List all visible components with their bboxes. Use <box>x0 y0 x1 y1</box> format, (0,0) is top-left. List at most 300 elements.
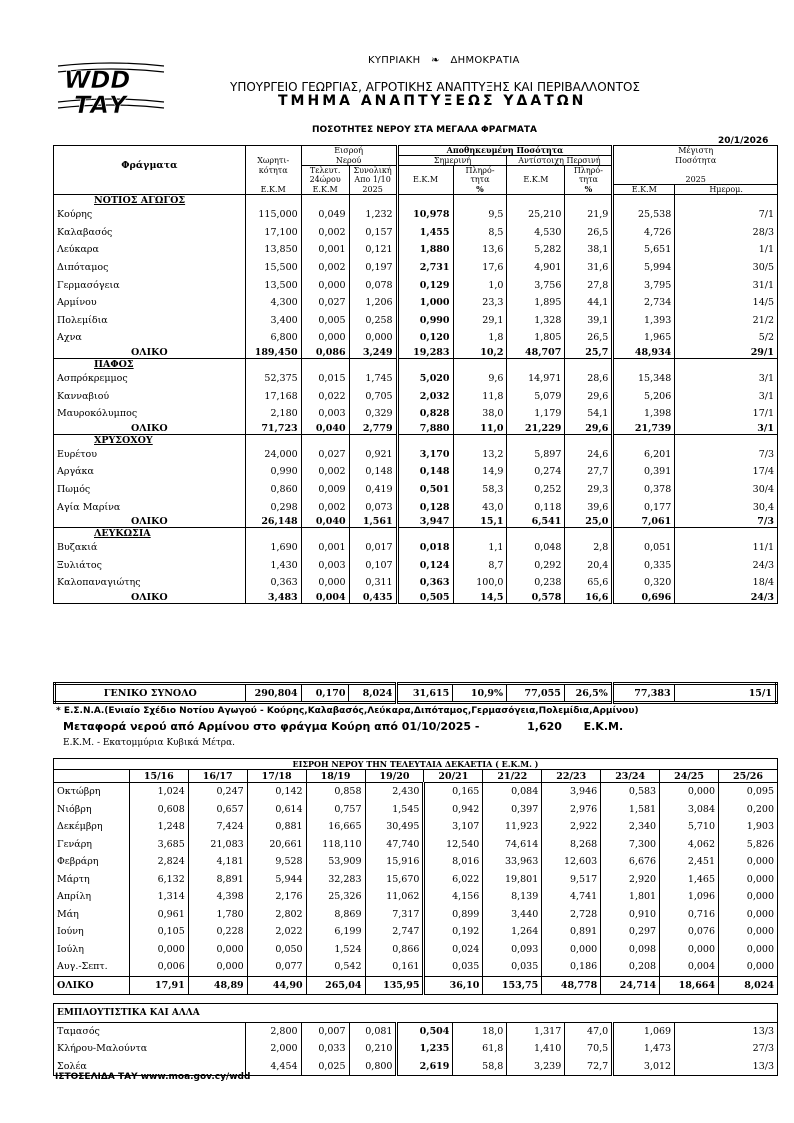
month-row <box>54 906 778 924</box>
unit-max: Ε.Κ.Μ <box>613 185 675 195</box>
value-cell: 18/4 <box>675 574 778 592</box>
value-cell: 0,311 <box>349 574 397 592</box>
value-cell: 0,120 <box>397 329 453 347</box>
inflow-value: 2,824 <box>129 853 188 871</box>
dam-name: Κούρης <box>57 209 93 221</box>
emp-row <box>54 1022 778 1040</box>
value-cell: 2,8 <box>565 539 613 557</box>
grand-value: 10,9% <box>453 684 507 703</box>
total-row <box>54 347 778 359</box>
emp-row <box>54 1040 778 1058</box>
inflow-value: 3,107 <box>424 818 483 836</box>
inflow-value: 1,524 <box>306 941 365 959</box>
inflow-value: 0,035 <box>483 958 542 976</box>
total-value: 48,89 <box>188 976 247 995</box>
dam-name: Αγία Μαρίνα <box>57 501 121 513</box>
value-cell: 0,329 <box>349 405 397 423</box>
table-row <box>54 312 778 330</box>
inflow-value: 2,022 <box>247 923 306 941</box>
col-max: Μέγιστη <box>613 146 778 156</box>
website: ΙΣΤΟΣΕΛΙΔΑ ΤΑΥ www.moa.gov.cy/wdd <box>55 1072 251 1082</box>
dam-name: ΟΛΙΚΟ <box>54 516 246 528</box>
year-header: 24/25 <box>660 770 719 783</box>
total-value: 153,75 <box>483 976 542 995</box>
value-cell: 0,157 <box>349 224 397 242</box>
value-cell: 14,5 <box>453 592 507 604</box>
value-cell: 25,0 <box>565 516 613 528</box>
inflow-value: 8,869 <box>306 906 365 924</box>
col-total: Συνολική <box>349 166 397 176</box>
value-cell: 0,363 <box>397 574 453 592</box>
month-name: Απρίλη <box>57 891 92 903</box>
year-header: 19/20 <box>365 770 424 783</box>
value-cell: 115,000 <box>245 206 301 224</box>
inflow-value: 0,186 <box>542 958 601 976</box>
dam-name: Λεύκαρα <box>57 244 99 256</box>
republic-line <box>368 55 520 66</box>
section-name: ΛΕΥΚΩΣΙΑ <box>94 527 151 539</box>
month-name: Μάρτη <box>57 873 90 885</box>
inflow-value: 0,076 <box>660 923 719 941</box>
inflow-value: 2,340 <box>601 818 660 836</box>
emp-name: Ταμασός <box>57 1025 100 1037</box>
value-cell: 0,015 <box>301 370 349 388</box>
inflow-value: 32,283 <box>306 871 365 889</box>
inflow-value: 0,024 <box>424 941 483 959</box>
inflow-value: 1,903 <box>719 818 778 836</box>
value-cell: 5,206 <box>613 387 675 405</box>
month-row <box>54 783 778 801</box>
total-row <box>54 592 778 604</box>
year-corner <box>54 770 130 783</box>
value-cell: 44,1 <box>565 294 613 312</box>
grand-value: 0,170 <box>301 684 349 703</box>
value-cell: 3,756 <box>507 276 565 294</box>
inflow-value: 0,098 <box>601 941 660 959</box>
empty-cell <box>349 527 397 539</box>
dam-name: Αχνα <box>57 332 82 344</box>
value-cell: 21/2 <box>675 312 778 330</box>
unit-pct: % <box>453 185 507 195</box>
section-cell <box>54 434 246 446</box>
inflow-value: 4,062 <box>660 836 719 854</box>
inflow-value: 0,000 <box>719 941 778 959</box>
col-last24: Τελευτ. <box>301 166 349 176</box>
empty-cell <box>349 358 397 370</box>
inflow-value: 0,142 <box>247 783 306 801</box>
value-cell: 13,500 <box>245 276 301 294</box>
emp-value: 0,210 <box>349 1040 397 1058</box>
inflow-value: 0,608 <box>129 801 188 819</box>
value-cell: 4,300 <box>245 294 301 312</box>
value-cell: 1,895 <box>507 294 565 312</box>
table-row <box>54 574 778 592</box>
inflow-value: 12,540 <box>424 836 483 854</box>
inflow-value: 6,199 <box>306 923 365 941</box>
value-cell: 0,419 <box>349 481 397 499</box>
col-pct-ly-2: τητα <box>565 175 613 185</box>
col-pct-ly: Πληρό- <box>565 166 613 176</box>
value-cell: 43,0 <box>453 498 507 516</box>
inflow-value: 15,916 <box>365 853 424 871</box>
value-cell: 0,073 <box>349 498 397 516</box>
emp-title: ΕΜΠΛΟΥΤΙΣΤΙΚΑ ΚΑΙ ΑΛΛΑ <box>57 1007 200 1018</box>
inflow-value: 0,000 <box>660 941 719 959</box>
value-cell: 0,258 <box>349 312 397 330</box>
value-cell: 8,5 <box>453 224 507 242</box>
inflow-value: 0,757 <box>306 801 365 819</box>
value-cell: 28,6 <box>565 370 613 388</box>
inflow-value: 4,398 <box>188 888 247 906</box>
inflow-value: 0,716 <box>660 906 719 924</box>
value-cell: 39,1 <box>565 312 613 330</box>
value-cell: 0,086 <box>301 347 349 359</box>
year-header: 18/19 <box>306 770 365 783</box>
inflow-value: 1,581 <box>601 801 660 819</box>
value-cell: 0,000 <box>301 329 349 347</box>
value-cell: 30,4 <box>675 498 778 516</box>
inflow-value: 0,228 <box>188 923 247 941</box>
value-cell: 10,2 <box>453 347 507 359</box>
col-today: Σημερινή <box>397 156 507 166</box>
inflow-value: 33,963 <box>483 853 542 871</box>
col-lastyear: Αντίστοιχη Περσινή <box>507 156 613 166</box>
emp-value: 2,800 <box>245 1022 301 1040</box>
dam-name: Πολεμίδια <box>57 314 108 326</box>
value-cell: 26,5 <box>565 329 613 347</box>
section-cell <box>54 527 246 539</box>
value-cell: 3,795 <box>613 276 675 294</box>
value-cell: 17/1 <box>675 405 778 423</box>
value-cell: 0,000 <box>301 574 349 592</box>
total-value: 135,95 <box>365 976 424 995</box>
section-name: ΝΟΤΙΟΣ ΑΓΩΓΟΣ <box>94 195 186 206</box>
inflow-value: 5,710 <box>660 818 719 836</box>
table-row <box>54 276 778 294</box>
dam-name: Διπόταμος <box>57 262 109 274</box>
emp-name: Σολέα <box>57 1060 87 1072</box>
republic-left: ΚΥΠΡΙΑΚΗ <box>368 55 421 66</box>
value-cell: 6,541 <box>507 516 565 528</box>
dam-name: ΟΛΙΚΟ <box>54 423 246 435</box>
inflow-value: 4,181 <box>188 853 247 871</box>
value-cell: 39,6 <box>565 498 613 516</box>
ten-caption: ΕΙΣΡΟΗ ΝΕΡΟΥ ΤΗΝ ΤΕΛΕΥΤΑΙΑ ΔΕΚΑΕΤΙΑ ( Ε.Κ.Μ. ) <box>292 759 539 769</box>
inflow-value: 0,000 <box>719 923 778 941</box>
month-name: Γενάρη <box>57 838 92 850</box>
month-name: Οκτώβρη <box>57 786 101 798</box>
month-name: Νιόβρη <box>57 803 92 815</box>
emp-value: 18,0 <box>453 1022 507 1040</box>
inflow-value: 1,780 <box>188 906 247 924</box>
inflow-value: 2,976 <box>542 801 601 819</box>
month-row <box>54 818 778 836</box>
col-pct-2: τητα <box>453 175 507 185</box>
report-date: 20/1/2026 <box>718 136 769 146</box>
inflow-value: 1,545 <box>365 801 424 819</box>
month-row <box>54 888 778 906</box>
inflow-value: 118,110 <box>306 836 365 854</box>
col-inflow: Εισροή <box>301 146 397 156</box>
inflow-value: 2,920 <box>601 871 660 889</box>
inflow-value: 0,105 <box>129 923 188 941</box>
svg-text:ΤΑΥ: ΤΑΥ <box>74 91 127 116</box>
year-header: 20/21 <box>424 770 483 783</box>
value-cell: 0,002 <box>301 259 349 277</box>
value-cell: 5,020 <box>397 370 453 388</box>
inflow-value: 7,317 <box>365 906 424 924</box>
inflow-value: 47,740 <box>365 836 424 854</box>
month-name: Ιούλη <box>57 943 84 955</box>
inflow-value: 0,583 <box>601 783 660 801</box>
dam-name: ΟΛΙΚΟ <box>54 592 246 604</box>
inflow-value: 0,077 <box>247 958 306 976</box>
month-row <box>54 923 778 941</box>
inflow-value: 0,657 <box>188 801 247 819</box>
emp-value: 3,012 <box>613 1058 675 1076</box>
value-cell: 52,375 <box>245 370 301 388</box>
total-row <box>54 423 778 435</box>
table-row <box>54 463 778 481</box>
value-cell: 0,705 <box>349 387 397 405</box>
total-value: 17,91 <box>129 976 188 995</box>
year-header: 22/23 <box>542 770 601 783</box>
value-cell: 20,4 <box>565 557 613 575</box>
inflow-value: 0,297 <box>601 923 660 941</box>
inflow-value: 8,268 <box>542 836 601 854</box>
inflow-value: 0,942 <box>424 801 483 819</box>
page-title: ΠΟΣΟΤΗΤΕΣ ΝΕΡΟΥ ΣΤΑ ΜΕΓΑΛΑ ΦΡΑΓΜΑΤΑ <box>312 125 538 135</box>
inflow-value: 7,300 <box>601 836 660 854</box>
emp-value: 1,069 <box>613 1022 675 1040</box>
total-value: 44,90 <box>247 976 306 995</box>
col-dams: Φράγματα <box>121 159 178 171</box>
inflow-value: 0,881 <box>247 818 306 836</box>
value-cell: 24,6 <box>565 446 613 464</box>
ten-day-table <box>53 758 778 995</box>
empty-cell <box>453 195 507 207</box>
empty-cell <box>245 527 301 539</box>
section-name: ΧΡΥΣΟΧΟΥ <box>94 434 153 446</box>
inflow-value: 15,670 <box>365 871 424 889</box>
inflow-value: 0,614 <box>247 801 306 819</box>
inflow-value: 2,747 <box>365 923 424 941</box>
dams-table <box>53 145 778 604</box>
value-cell: 21,229 <box>507 423 565 435</box>
value-cell: 38,1 <box>565 241 613 259</box>
unit-total: 2025 <box>349 185 397 195</box>
value-cell: 5,994 <box>613 259 675 277</box>
cyprus-seal-icon: ❧ <box>431 55 440 66</box>
value-cell: 4,530 <box>507 224 565 242</box>
inflow-value: 0,247 <box>188 783 247 801</box>
value-cell: 1,179 <box>507 405 565 423</box>
value-cell: 11,0 <box>453 423 507 435</box>
value-cell: 0,049 <box>301 206 349 224</box>
value-cell: 0,128 <box>397 498 453 516</box>
value-cell: 17/4 <box>675 463 778 481</box>
inflow-value: 0,000 <box>719 888 778 906</box>
grand-value: 15/1 <box>674 684 776 703</box>
inflow-value: 0,000 <box>719 853 778 871</box>
col-ekm-ly: Ε.Κ.Μ <box>507 175 565 185</box>
year-header: 21/22 <box>483 770 542 783</box>
value-cell: 31,6 <box>565 259 613 277</box>
esna-note: * Ε.Σ.Ν.Α.(Ενιαίο Σχέδιο Νοτίου Αγωγού - Κούρης,Καλαβασός,Λεύκαρα,Διπόταμος,Γερμασόγεια,Πολεμίδια,Αρμίνου) <box>56 706 639 716</box>
value-cell: 0,148 <box>349 463 397 481</box>
inflow-value: 2,802 <box>247 906 306 924</box>
value-cell: 0,027 <box>301 294 349 312</box>
inflow-value: 0,000 <box>719 958 778 976</box>
value-cell: 3/1 <box>675 423 778 435</box>
value-cell: 21,9 <box>565 206 613 224</box>
value-cell: 0,252 <box>507 481 565 499</box>
total-value: 48,778 <box>542 976 601 995</box>
value-cell: 1,8 <box>453 329 507 347</box>
col-ekm-today: Ε.Κ.Μ <box>397 175 453 185</box>
inflow-value: 0,084 <box>483 783 542 801</box>
inflow-value: 0,192 <box>424 923 483 941</box>
value-cell: 0,298 <box>245 498 301 516</box>
value-cell: 0,002 <box>301 498 349 516</box>
transfer-note <box>63 720 623 733</box>
value-cell: 0,001 <box>301 241 349 259</box>
table-row <box>54 329 778 347</box>
value-cell: 9,6 <box>453 370 507 388</box>
dam-name: Ασπρόκρεμμος <box>57 373 128 385</box>
inflow-value: 6,022 <box>424 871 483 889</box>
value-cell: 17,6 <box>453 259 507 277</box>
table-row <box>54 481 778 499</box>
inflow-value: 0,000 <box>542 941 601 959</box>
year-header: 16/17 <box>188 770 247 783</box>
value-cell: 0,003 <box>301 557 349 575</box>
value-cell: 26,148 <box>245 516 301 528</box>
value-cell: 24/3 <box>675 592 778 604</box>
emp-value: 1,235 <box>397 1040 453 1058</box>
emp-value: 4,454 <box>245 1058 301 1076</box>
empty-cell <box>565 195 613 207</box>
value-cell: 5/2 <box>675 329 778 347</box>
section-cell <box>54 358 246 370</box>
value-cell: 4,726 <box>613 224 675 242</box>
inflow-value: 0,050 <box>247 941 306 959</box>
section-cell <box>54 195 246 207</box>
value-cell: 4,901 <box>507 259 565 277</box>
month-row <box>54 853 778 871</box>
emp-name: Κλήρου-Μαλούντα <box>57 1043 148 1055</box>
value-cell: 9,5 <box>453 206 507 224</box>
value-cell: 0,040 <box>301 516 349 528</box>
inflow-value: 1,314 <box>129 888 188 906</box>
inflow-value: 0,866 <box>365 941 424 959</box>
month-name: Μάη <box>57 908 79 920</box>
inflow-value: 2,430 <box>365 783 424 801</box>
value-cell: 0,148 <box>397 463 453 481</box>
value-cell: 1,0 <box>453 276 507 294</box>
emp-value: 58,8 <box>453 1058 507 1076</box>
col-year: 2025 <box>613 175 778 185</box>
empty-cell <box>301 434 349 446</box>
emp-value: 3,239 <box>507 1058 565 1076</box>
empty-cell <box>675 434 778 446</box>
value-cell: 29/1 <box>675 347 778 359</box>
total-row <box>54 516 778 528</box>
emp-value: 0,081 <box>349 1022 397 1040</box>
value-cell: 5,282 <box>507 241 565 259</box>
value-cell: 5,651 <box>613 241 675 259</box>
value-cell: 13,2 <box>453 446 507 464</box>
empty-cell <box>397 527 453 539</box>
ten-caption-row <box>54 759 778 770</box>
value-cell: 71,723 <box>245 423 301 435</box>
table-row <box>54 387 778 405</box>
value-cell: 0,121 <box>349 241 397 259</box>
dam-name: Ξυλιάτος <box>57 559 102 571</box>
value-cell: 0,828 <box>397 405 453 423</box>
section-row <box>54 527 778 539</box>
empty-cell <box>675 527 778 539</box>
transfer-text: Μεταφορά νερού από Αρμίνου στο φράγμα Κούρη από 01/10/2025 - <box>63 720 480 733</box>
unit-pct-ly: % <box>565 185 613 195</box>
inflow-value: 3,946 <box>542 783 601 801</box>
inflow-value: 0,000 <box>129 941 188 959</box>
month-name: Αυγ.-Σεπτ. <box>57 961 108 973</box>
value-cell: 29,6 <box>565 387 613 405</box>
value-cell: 3,249 <box>349 347 397 359</box>
value-cell: 0,009 <box>301 481 349 499</box>
inflow-value: 8,891 <box>188 871 247 889</box>
empty-cell <box>613 434 675 446</box>
inflow-value: 3,440 <box>483 906 542 924</box>
inflow-value: 0,961 <box>129 906 188 924</box>
value-cell: 13,6 <box>453 241 507 259</box>
value-cell: 13,850 <box>245 241 301 259</box>
inflow-value: 19,801 <box>483 871 542 889</box>
emp-value: 1,410 <box>507 1040 565 1058</box>
inflow-value: 0,208 <box>601 958 660 976</box>
value-cell: 0,027 <box>301 446 349 464</box>
empty-cell <box>397 358 453 370</box>
value-cell: 27,8 <box>565 276 613 294</box>
value-cell: 2,779 <box>349 423 397 435</box>
total-label: ΟΛΙΚΟ <box>57 979 94 991</box>
inflow-value: 1,801 <box>601 888 660 906</box>
value-cell: 14,9 <box>453 463 507 481</box>
ekm-definition: Ε.Κ.Μ. - Εκατομμύρια Κυβικά Μέτρα. <box>63 738 236 748</box>
value-cell: 14,971 <box>507 370 565 388</box>
inflow-value: 0,542 <box>306 958 365 976</box>
value-cell: 2,731 <box>397 259 453 277</box>
table-row <box>54 498 778 516</box>
month-row <box>54 958 778 976</box>
inflow-value: 53,909 <box>306 853 365 871</box>
year-header: 15/16 <box>129 770 188 783</box>
value-cell: 189,450 <box>245 347 301 359</box>
inflow-value: 2,451 <box>660 853 719 871</box>
value-cell: 0,990 <box>245 463 301 481</box>
inflow-value: 25,326 <box>306 888 365 906</box>
col-capacity: Χωρητι- <box>245 156 301 166</box>
ten-years-row <box>54 770 778 783</box>
value-cell: 48,934 <box>613 347 675 359</box>
empty-cell <box>565 358 613 370</box>
dam-name: Ευρέτου <box>57 448 97 460</box>
dam-name: Μαυροκόλυμπος <box>57 408 138 420</box>
section-row <box>54 358 778 370</box>
table-row <box>54 224 778 242</box>
inflow-value: 4,156 <box>424 888 483 906</box>
